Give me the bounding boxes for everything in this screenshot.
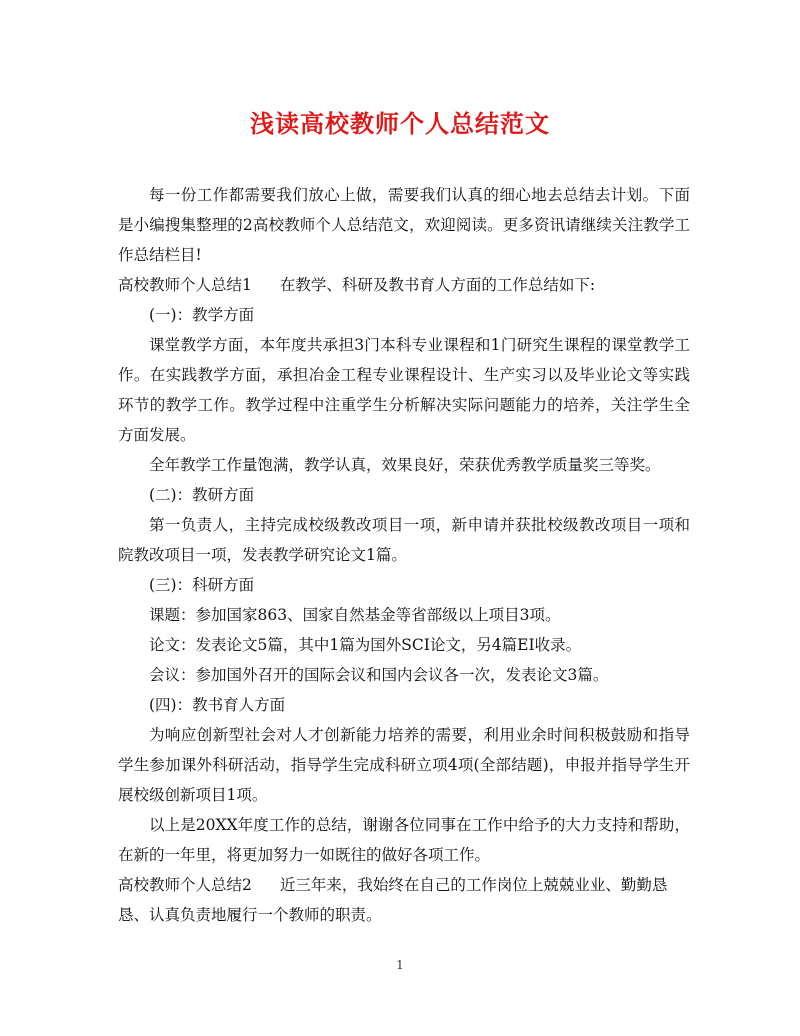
intro-paragraph: 每一份工作都需要我们放心上做，需要我们认真的细心地去总结去计划。下面是小编搜集整理的2高校教师个人总结范文，欢迎阅读。更多资讯请继续关注教学工作总结栏目! — [118, 186, 690, 264]
teaching-paragraph-2: 全年教学工作量饱满，教学认真，效果良好，荣获优秀教学质量奖三等奖。 — [149, 456, 661, 474]
section-heading-teaching-research: (二)：教研方面 — [149, 486, 255, 504]
summary1-heading-line — [118, 270, 690, 300]
research-projects-paragraph: 课题：参加国家863、国家自然基金等省部级以上项目3项。 — [149, 606, 561, 624]
conclusion-paragraph: 以上是20XX年度工作的总结，谢谢各位同事在工作中给予的大力支持和帮助，在新的一年里，将更加努力一如既往的做好各项工作。 — [118, 816, 690, 864]
summary1-lead: 在教学、科研及教书育人方面的工作总结如下: — [279, 276, 596, 294]
summary1-heading: 高校教师个人总结1 — [118, 276, 252, 294]
summary2-lead: 近三年来，我始终在自己的工作岗位上兢兢业业、勤勤恳恳、认真负责地履行一个教师的职责。 — [118, 876, 668, 924]
section-heading-teaching: (一)：教学方面 — [149, 306, 255, 324]
section-heading-education: (四)：教书育人方面 — [149, 696, 286, 714]
research-conferences-paragraph: 会议：参加国外召开的国际会议和国内会议各一次，发表论文3篇。 — [149, 666, 609, 684]
teaching-research-paragraph: 第一负责人，主持完成校级教改项目一项，新申请并获批校级教改项目一项和院教改项目一项，发表教学研究论文1篇。 — [118, 516, 690, 564]
research-papers-paragraph: 论文：发表论文5篇，其中1篇为国外SCI论文，另4篇EI收录。 — [149, 636, 582, 654]
summary2-heading: 高校教师个人总结2 — [118, 876, 252, 894]
page-number: 1 — [396, 958, 404, 972]
teaching-paragraph-1: 课堂教学方面，本年度共承担3门本科专业课程和1门研究生课程的课堂教学工作。在实践教学方面，承担冶金工程专业课程设计、生产实习以及毕业论文等实践环节的教学工作。教学过程中注重学生分析解决实际问题能力的培养，关注学生全方面发展。 — [118, 336, 690, 444]
summary2-heading-line — [118, 870, 690, 930]
document-body — [118, 180, 690, 930]
section-heading-research: (三)：科研方面 — [149, 576, 255, 594]
education-paragraph: 为响应创新型社会对人才创新能力培养的需要，利用业余时间积极鼓励和指导学生参加课外科研活动，指导学生完成科研立项4项(全部结题)，申报并指导学生开展校级创新项目1项。 — [118, 726, 690, 804]
document-title: 浅读高校教师个人总结范文 — [250, 109, 550, 138]
